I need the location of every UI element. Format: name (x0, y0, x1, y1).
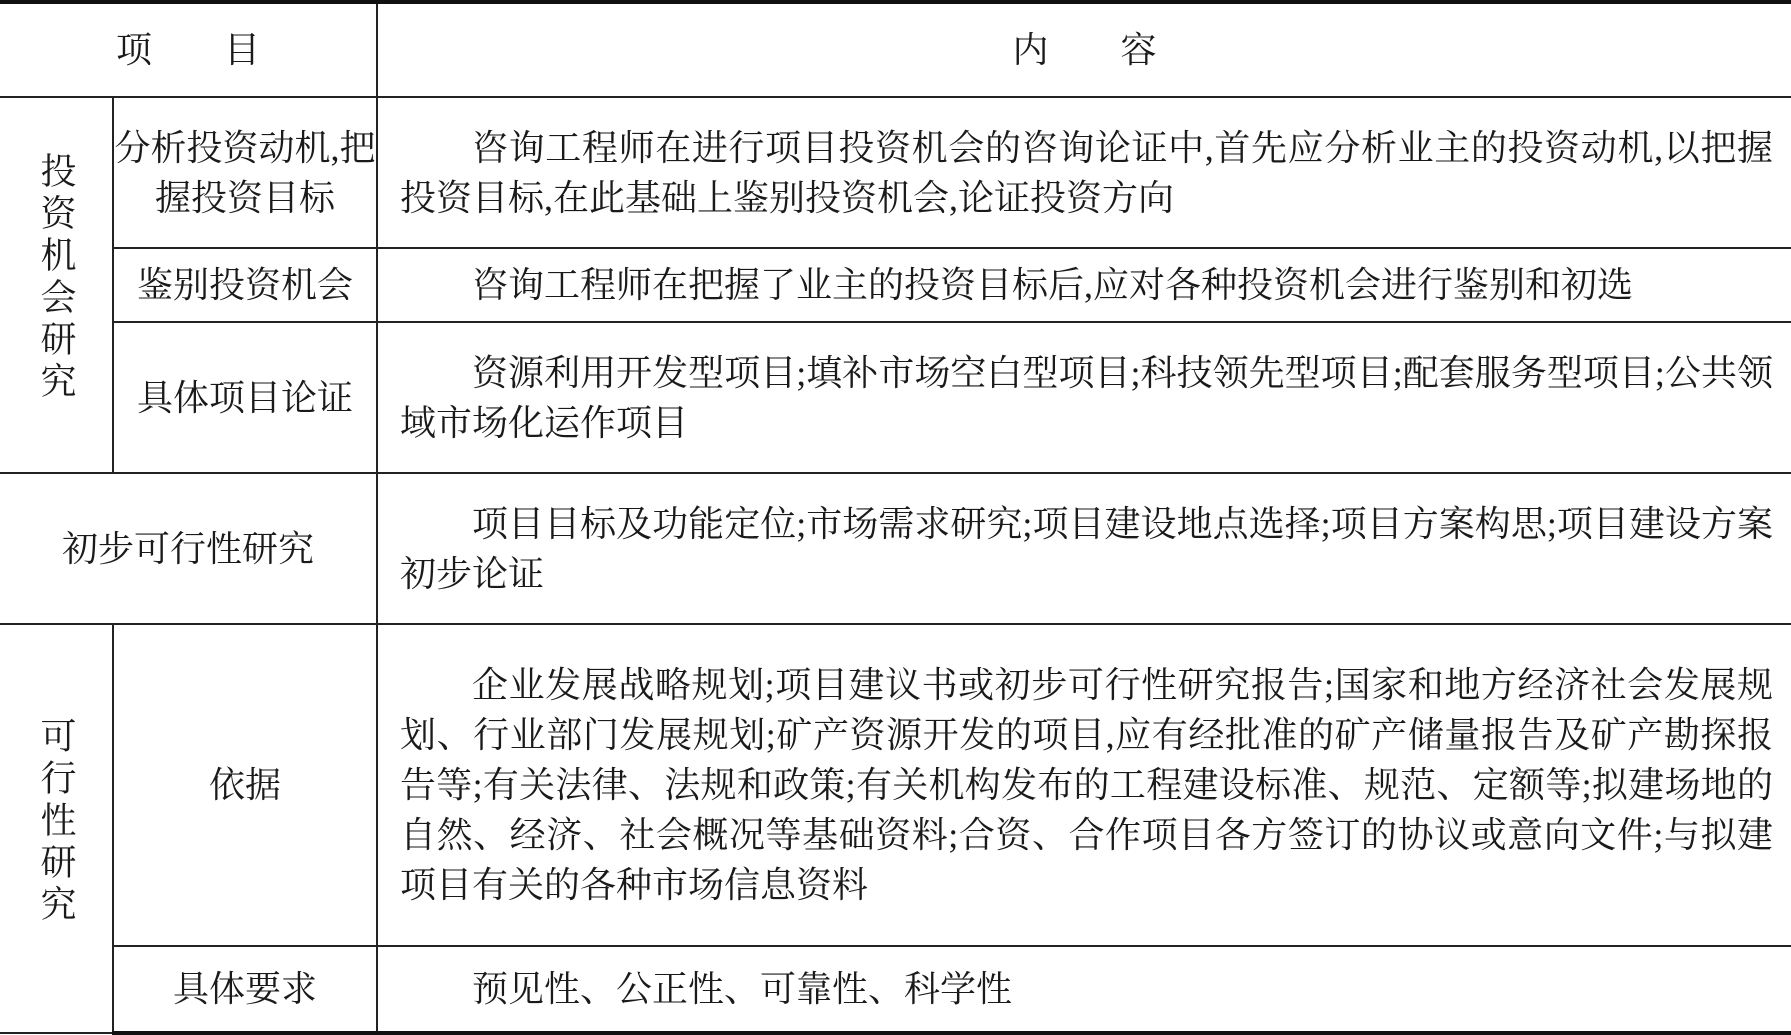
row-label-cell: 具体项目论证 (113, 322, 377, 473)
header-row (0, 2, 1791, 97)
table-row (0, 946, 1791, 1033)
row-label-cell: 分析投资动机,把握投资目标 (113, 97, 377, 248)
row-content-cell: 咨询工程师在进行项目投资机会的咨询论证中,首先应分析业主的投资动机,以把握投资目标,在此基础上鉴别投资机会,论证投资方向 (377, 97, 1791, 248)
row-label-cell: 依据 (113, 624, 377, 946)
table-row (0, 624, 1791, 946)
table-row (0, 473, 1791, 624)
row-content-cell: 预见性、公正性、可靠性、科学性 (377, 946, 1791, 1033)
row-content-cell: 资源利用开发型项目;填补市场空白型项目;科技领先型项目;配套服务型项目;公共领域市场化运作项目 (377, 322, 1791, 473)
header-item-cell: 项 目 (0, 2, 377, 97)
row-label-cell: 鉴别投资机会 (113, 248, 377, 322)
row-label-cell: 具体要求 (113, 946, 377, 1033)
preliminary-feasibility-label-cell: 初步可行性研究 (0, 473, 377, 624)
preliminary-feasibility-content-cell: 项目目标及功能定位;市场需求研究;项目建设地点选择;项目方案构思;项目建设方案初步论证 (377, 473, 1791, 624)
header-content-cell: 内 容 (377, 2, 1791, 97)
investment-opportunity-group-label: 投资机会研究 (36, 152, 76, 404)
table-row (0, 97, 1791, 248)
table-row (0, 248, 1791, 322)
feasibility-group-cell (0, 624, 113, 1033)
row-content-cell: 企业发展战略规划;项目建议书或初步可行性研究报告;国家和地方经济社会发展规划、行业部门发展规划;矿产资源开发的项目,应有经批准的矿产储量报告及矿产勘探报告等;有关法律、法规和政策;有关机构发布的工程建设标准、规范、定额等;拟建场地的自然、经济、社会概况等基础资料;合资、合作项目各方签订的协议或意向文件;与拟建项目有关的各种市场信息资料 (377, 624, 1791, 946)
investment-opportunity-group-cell (0, 97, 113, 473)
table-row (0, 322, 1791, 473)
feasibility-group-label: 可行性研究 (36, 716, 76, 927)
row-content-cell: 咨询工程师在把握了业主的投资目标后,应对各种投资机会进行鉴别和初选 (377, 248, 1791, 322)
